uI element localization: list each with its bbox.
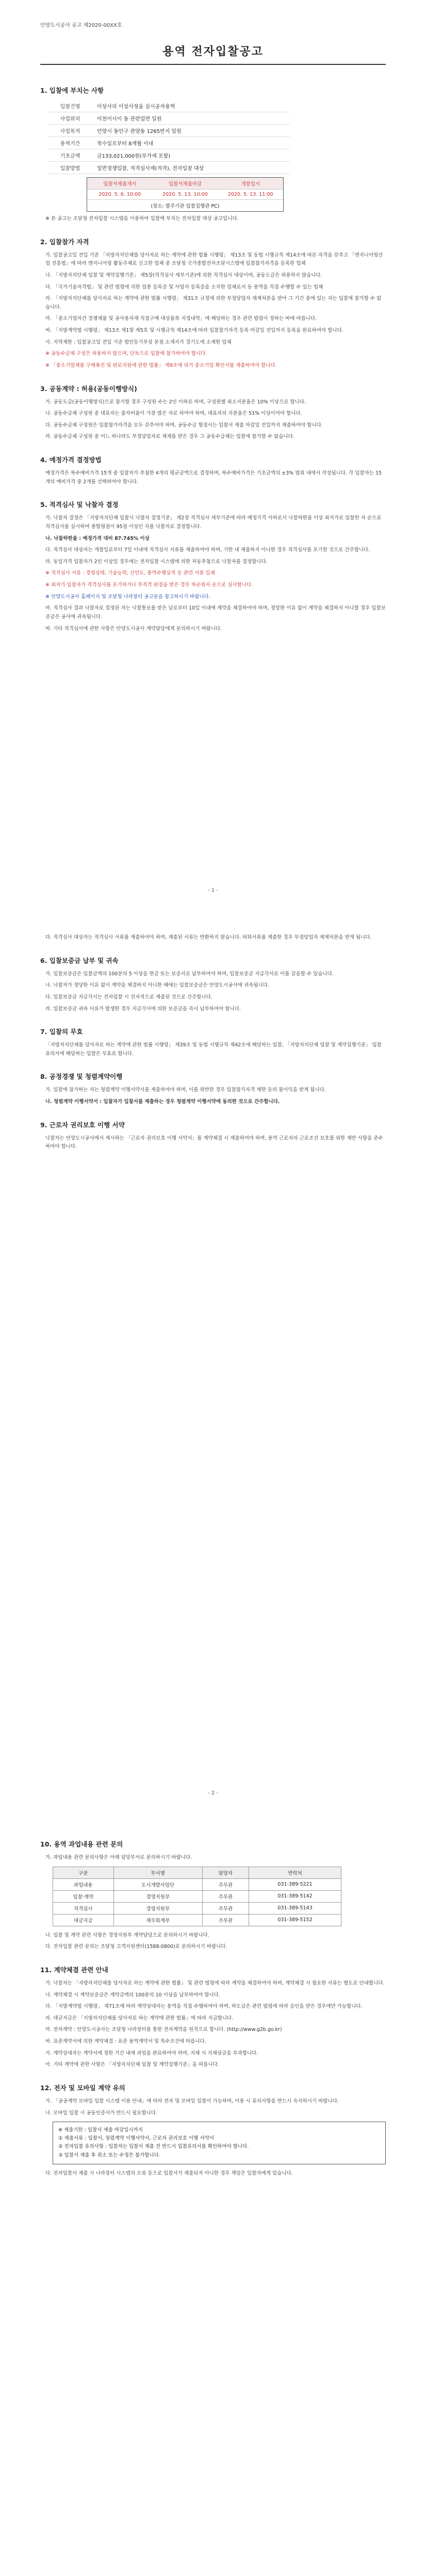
page-number: - 1 - bbox=[208, 888, 218, 893]
section-4-heading: 4. 예정가격 결정방법 bbox=[40, 456, 102, 464]
warning-text: ※ 「중소기업제품 구매촉진 및 판로지원에 관한 법률」 제9조에 의거 중소기업 확인서를 제출하여야 합니다. bbox=[45, 362, 277, 368]
warning-text: ※ 공동수급체 구성은 허용하지 않으며, 단독으로 입찰에 참가하여야 합니다. bbox=[45, 351, 207, 357]
section-8-heading: 8. 공정경쟁 및 청렴계약이행 bbox=[40, 1073, 123, 1081]
page-number: - 2 - bbox=[208, 1790, 218, 1796]
submission-box: ※ 제출기한 : 입찰서 제출 마감일시까지 ① 제출서류 : 입찰서, 청렴계약 이행서약서, 근로자 권리보호 이행 서약서 ② 전자입찰 유의사항 : 입찰자는 입찰서 제출 전 반드시 입찰유의서를 확인하여야 합니다. ③ 입찰서 제출 후 취소 또는 수정은 불가합니다. bbox=[53, 2122, 386, 2164]
page-2: 다. 적격심사 대상자는 적격심사 서류를 제출하여야 하며, 제출된 서류는 반환하지 않습니다. 허위서류를 제출한 경우 부정당업자 제재처분을 받게 됩니다. 6. 입찰보증금 납부 및 귀속 가. 입찰보증금은 입찰금액의 100분의 5 이상을 현금 또는 보증서로 납부하여야 하며, 입찰보증금 지급각서로 이를 갈음할 수 있습니다. 나. 낙찰자가 정당한 이유 없이 계약을 체결하지 아니한 때에는 입찰보증금은 안양도시공사에 귀속됩니다. 다. 입찰보증금 지급각서는 전자입찰 시 전자적으로 제출된 것으로 간주합니다. 라. 입찰보증금 귀속 사유가 발생한 경우 지급각서에 의한 보증금을 즉시 납부하여야 합니다. 7. 입찰의 무효 「지방자치단체를 당사자로 하는 계약에 관한 법률 시행령」 제39조 및 동법 시행규칙 제42조에 해당하는 입찰, 「지방자치단체 입찰 및 계약집행기준」 입찰유의서에 해당하는 입찰은 무효로 합니다. 8. 공정경쟁 및 청렴계약이행 가. 입찰에 참가하는 자는 청렴계약 이행서약서를 제출하여야 하며, 이를 위반한 경우 입찰참가자격 제한 등의 불이익을 받게 됩니다. 나. 청렴계약 이행서약서 : 입찰자가 입찰서를 제출하는 경우 청렴계약 이행서약에 동의한 것으로 간주합니다. 9. 근로자 권리보호 이행 서약 낙찰자는 안양도시공사에서 제시하는 「근로자 권리보호 이행 서약서」를 계약체결 시 제출하여야 하며, 용역 근로자의 근로조건 보호를 위한 제반 사항을 준수하여야 합니다. - 2 - bbox=[0, 903, 426, 1805]
table-row: 입찰·계약 경영지원부 주무관 031-389-5142 bbox=[53, 1890, 341, 1902]
section-1-heading: 1. 입찰에 부치는 사항 bbox=[40, 87, 104, 94]
info-row: 입찰방법 일반경쟁입찰, 적격심사제(적격), 전자입찰 대상 bbox=[47, 162, 290, 174]
section-1-note: ※ 본 공고는 조달청 전자입찰 시스템을 이용하여 입찰에 부치는 전자입찰 대상 공고입니다. bbox=[45, 216, 239, 222]
section-2-heading: 2. 입찰참가 자격 bbox=[40, 238, 89, 246]
info-row: 입찰건명 이상사의 이상사정을 실시공자용역 bbox=[47, 100, 290, 112]
section-10-heading: 10. 용역 과업내용 관련 문의 bbox=[40, 1840, 123, 1848]
table-row: 대금지급 재무회계부 주무관 031-389-5152 bbox=[53, 1914, 341, 1926]
contact-table: 구분 부서명 담당자 연락처 과업내용 도시개발사업단 주무관 031-389-5221 입찰·계약 경영지원부 주무관 031-389-5142 적격심사 경영지원부 주무관 031-389-5143 대금지급 재무회계부 주무관 031-389-5152 bbox=[53, 1867, 341, 1926]
document-title: 용역 전자입찰공고 bbox=[162, 45, 264, 58]
info-row: 사업목적 안양시 동안구 관양동 1265번지 일원 bbox=[47, 125, 290, 137]
section-5-heading: 5. 적격심사 및 낙찰자 결정 bbox=[40, 501, 119, 509]
bid-info-table bbox=[47, 100, 290, 174]
section-3-heading: 3. 공동계약 : 허용(공동이행방식) bbox=[40, 384, 137, 393]
section-11-heading: 11. 계약체결 관련 안내 bbox=[40, 1965, 108, 1974]
notice-number: 안양도시공사 공고 제2020-00XX호 bbox=[40, 23, 122, 28]
title-divider bbox=[40, 64, 386, 65]
page-3: 10. 용역 과업내용 관련 문의 가. 과업내용 관련 문의사항은 아래 담당부서로 문의하시기 바랍니다. 구분 부서명 담당자 연락처 과업내용 도시개발사업단 주무관 031-389-5221 입찰·계약 경영지원부 주무관 031-389-5142 적격심사 경영지원부 주무관 031-389-5143 대금지급 재무회계부 주무관 031-389-5152 나. 입찰 및 계약 관련 사항은 경영지원부 계약담당으로 문의하시기 바랍니다. 다. 전자입찰 관련 문의는 조달청 고객지원센터(1588-0800)로 문의하시기 바랍니다. 11. 계약체결 관련 안내 가. 낙찰자는 「지방자치단체를 당사자로 하는 계약에 관한 법률」 및 관련 법령에 따라 계약을 체결하여야 하며, 계약체결 시 필요한 서류는 별도로 안내합니다. 나. 계약체결 시 계약보증금은 계약금액의 100분의 10 이상을 납부하여야 합니다. 다. 「지방계약법 시행령」 제71조에 따라 계약상대자는 용역을 직접 수행하여야 하며, 하도급은 관련 법령에 따라 승인을 받은 경우에만 가능합니다. 라. 대금지급은 「지방자치단체를 당사자로 하는 계약에 관한 법률」에 따라 지급합니다. 마. 전자계약 : 안양도시공사는 조달청 나라장터를 통한 전자계약을 원칙으로 합니다. (http://www.g2b.go.kr) 바. 표준계약서에 의한 계약체결 : 표준 용역계약서 및 특수조건에 따릅니다. 사. 계약상대자는 계약서에 정한 기간 내에 과업을 완료하여야 하며, 지체 시 지체상금을 부과합니다. 아. 기타 계약에 관한 사항은 「지방자치단체 입찰 및 계약집행기준」을 따릅니다. 12. 전자 및 모바일 계약 유의 가. 「공공계약 모바일 입찰 시스템 이용 안내」에 따라 전자 및 모바일 입찰이 가능하며, 이용 시 유의사항을 반드시 숙지하시기 바랍니다. 나. 모바일 입찰 시 공동인증서가 반드시 필요합니다. ※ 제출기한 : 입찰서 제출 마감일시까지 ① 제출서류 : 입찰서, 청렴계약 이행서약서, 근로자 권리보호 이행 서약서 ② 전자입찰 유의사항 : 입찰자는 입찰서 제출 전 반드시 입찰유의서를 확인하여야 합니다. ③ 입찰서 제출 후 취소 또는 수정은 불가합니다. 다. 전자입찰서 제출 시 나라장터 시스템의 오류 등으로 입찰서가 제출되지 아니한 경우 책임은 입찰자에게 있습니다. bbox=[0, 1805, 426, 2576]
warning-text: ※ 최저가 입찰자가 적격심사를 포기하거나 부적격 판정을 받은 경우 차순위자 순으로 심사합니다. bbox=[45, 582, 253, 588]
warning-text: ※ 적격심사 서류 : 경영상태, 기술능력, 신인도, 용역수행실적 등 관련 서류 일체 bbox=[45, 570, 215, 577]
info-row: 사업위치 이천이시이 동 관련업면 일원 bbox=[47, 112, 290, 125]
info-highlight: ※ 안양도시공사 홈페이지 및 조달청 나라장터 공고문을 참고하시기 바랍니다. bbox=[45, 594, 210, 600]
section-7-heading: 7. 입찰의 무효 bbox=[40, 1028, 83, 1036]
table-row: 적격심사 경영지원부 주무관 031-389-5143 bbox=[53, 1902, 341, 1914]
section-6-heading: 6. 입찰보증금 납부 및 귀속 bbox=[40, 956, 119, 964]
info-row: 용역기간 착수일로부터 8개월 이내 bbox=[47, 137, 290, 149]
page-1: 안양도시공사 공고 제2020-00XX호 용역 전자입찰공고 1. 입찰에 부치는 사항 입찰건명 이상사의 이상사정을 실시공자용역 사업위치 이천이시이 동 관련업면 일원 사업목적 안양시 동안구 관양동 1265번지 일원 용역기간 착수일로부터 8개월 이내 기초금액 금133,021,000원(부가세 포함) 입찰방법 일반경쟁입찰, 적격심사제(적격), 전자입찰 대상 입찰서제출개시 입찰서제출마감 개찰일시 2020. 5. 6. 10:00 2020. 5. 13. 10:00 2020. 5. 13. 11:00 (장소: 발주기관 입찰집행관 PC) ※ 본 공고는 조달청 전자입찰 시스템을 이용하여 입찰에 부치는 전자입찰 대상 공고입니다. 2. 입찰참가 자격 가. 입찰공고일 전일 기준 「지방자치단체를 당사자로 하는 계약에 관한 법률 시행령」 제13조 및 동법 시행규칙 제14조에 따른 자격을 갖추고 「엔지니어링산업 진흥법」에 따라 엔지니어링 활동주체로 신고한 업체 중 조달청 국가종합전자조달시스템에 입찰참가자격을 등록한 업체 나. 「지방자치단체 입찰 및 계약집행기준」 제5장(적격심사 세부기준)에 의한 적격심사 대상이며, 공동도급은 허용하지 않습니다. 다. 「국가기술자격법」 및 관련 법령에 의한 업종 등록증 및 사업자 등록증을 소지한 업체로서 동 용역을 직접 수행할 수 있는 업체 라. 「지방자치단체를 당사자로 하는 계약에 관한 법률 시행령」 제31조 규정에 의한 부정당업자 제재처분을 받아 그 기간 중에 있는 자는 입찰에 참가할 수 없습니다. 마. 「중소기업자간 경쟁제품 및 공사용자재 직접구매 대상품목 지정내역」에 해당하는 경우 관련 법령이 정하는 바에 따릅니다. 바. 「지방계약법 시행령」 제13조 제1항 제5호 및 시행규칙 제14조에 따라 입찰참가자격 등록 마감일 전일까지 등록을 완료하여야 합니다. 사. 지역제한 : 입찰공고일 전일 기준 법인등기부상 본점 소재지가 경기도에 소재한 업체 ※ 공동수급체 구성은 허용하지 않으며, 단독으로 입찰에 참가하여야 합니다. ※ 「중소기업제품 구매촉진 및 판로지원에 관한 법률」 제9조에 의거 중소기업 확인서를 제출하여야 합니다. 3. 공동계약 : 허용(공동이행방식) 가. 공동도급(공동이행방식)으로 참가할 경우 구성원 수는 2인 이하로 하며, 구성원별 최소지분율은 10% 이상으로 합니다. 나. 공동수급체 구성원 중 대표자는 출자비율이 가장 많은 자로 하여야 하며, 대표자의 지분율은 51% 이상이어야 합니다. 다. 공동수급체 구성원은 입찰참가자격을 모두 갖추어야 하며, 공동수급 협정서는 입찰서 제출 마감일 전일까지 제출하여야 합니다. 라. 공동수급체 구성원 중 어느 하나라도 부정당업자로 제재를 받은 경우 그 공동수급체는 입찰에 참가할 수 없습니다. 4. 예정가격 결정방법 예정가격은 복수예비가격 15개 중 입찰자가 추첨한 4개의 평균금액으로 결정하며, 복수예비가격은 기초금액의 ±3% 범위 내에서 작성됩니다. 각 입찰자는 15개의 예비가격 중 2개를 선택하여야 합니다. 5. 적격심사 및 낙찰자 결정 가. 낙찰자 결정은 「지방자치단체 입찰시 낙찰자 결정기준」 제2장 적격심사 세부기준에 따라 예정가격 이하로서 낙찰하한율 이상 최저가로 입찰한 자 순으로 적격심사를 실시하여 종합평점이 95점 이상인 자를 낙찰자로 결정합니다. 나. 낙찰하한율 : 예정가격 대비 87.745% 이상 다. 적격심사 대상자는 개찰일로부터 7일 이내에 적격심사 서류를 제출하여야 하며, 기한 내 제출하지 아니한 경우 적격심사를 포기한 것으로 간주합니다. 라. 동일가격 입찰자가 2인 이상일 경우에는 전자입찰 시스템에 의한 자동추첨으로 낙찰자를 결정합니다. ※ 적격심사 서류 : 경영상태, 기술능력, 신인도, 용역수행실적 등 관련 서류 일체 ※ 최저가 입찰자가 적격심사를 포기하거나 부적격 판정을 받은 경우 차순위자 순으로 심사합니다. ※ 안양도시공사 홈페이지 및 조달청 나라장터 공고문을 참고하시기 바랍니다. 마. 적격심사 결과 낙찰자로 결정된 자는 낙찰통보를 받은 날로부터 10일 이내에 계약을 체결하여야 하며, 정당한 이유 없이 계약을 체결하지 아니할 경우 입찰보증금은 공사에 귀속됩니다. 바. 기타 적격심사에 관한 사항은 안양도시공사 계약담당에게 문의하시기 바랍니다. - 1 - bbox=[0, 0, 426, 903]
section-9-heading: 9. 근로자 권리보호 이행 서약 bbox=[40, 1121, 125, 1129]
section-12-heading: 12. 전자 및 모바일 계약 유의 bbox=[40, 2083, 125, 2092]
info-row: 기초금액 금133,021,000원(부가세 포함) bbox=[47, 149, 290, 162]
bid-schedule-box: 입찰서제출개시 입찰서제출마감 개찰일시 2020. 5. 6. 10:00 2020. 5. 13. 10:00 2020. 5. 13. 11:00 (장소: 발주기관 입찰집행관 PC) bbox=[87, 177, 284, 212]
table-row: 과업내용 도시개발사업단 주무관 031-389-5221 bbox=[53, 1878, 341, 1890]
